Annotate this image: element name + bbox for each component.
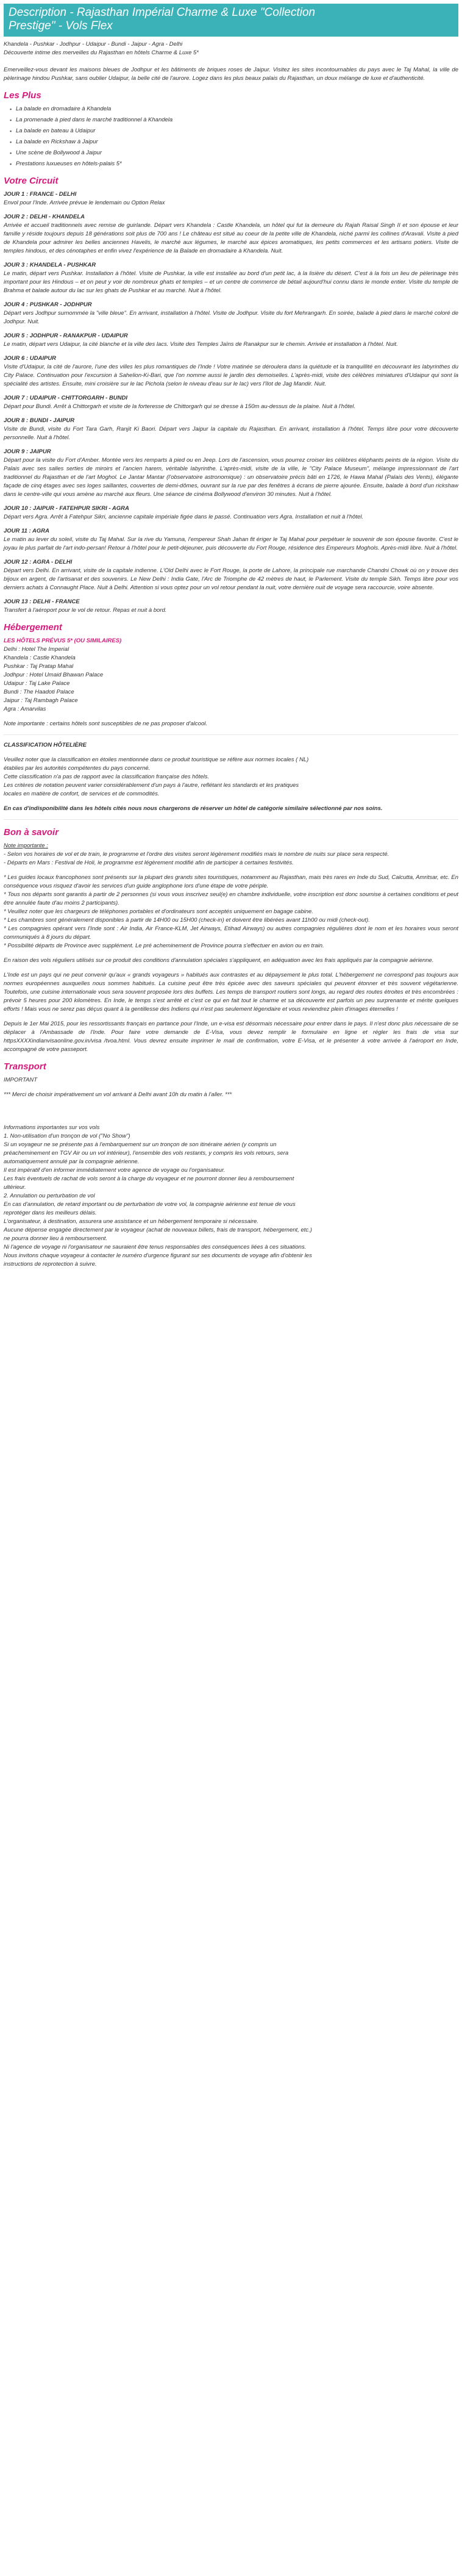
hotel-item: Udaipur : Taj Lake Palace bbox=[4, 680, 70, 687]
day-title: JOUR 12 : AGRA - DELHI bbox=[4, 559, 73, 565]
hotels-list bbox=[4, 645, 458, 714]
circuit-heading: Votre Circuit bbox=[4, 176, 59, 186]
list-item: ▪ La balade en dromadaire à Khandela bbox=[10, 105, 458, 113]
important-message: *** Merci de choisir impérativement un vol arrivant à Delhi avant 10h du matin à l'aller. *** bbox=[4, 1091, 232, 1098]
day-text: Départ vers Agra. Arrêt à Fatehpur Sikri, ancienne capitale impériale figée dans le passé. Continuation vers Agra. Installation et nuit à l'hôtel. bbox=[4, 514, 364, 520]
day-title: JOUR 6 : UDAIPUR bbox=[4, 355, 57, 362]
info-line: automatiquement annulé par la compagnie aérienne. bbox=[4, 1158, 140, 1165]
info-line: préacheminement en TGV Air ou un vol intérieur), l'ensemble des vols restants, y compris les vols retours, sera bbox=[4, 1150, 289, 1157]
page bbox=[0, 0, 462, 1281]
savoir-line: Depuis le 1er Mai 2015, pour les ressortissants français en partance pour l'Inde, un e-visa est désormais nécessaire pour entrer dans le pays. Il n'est donc plus nécessaire de se déplacer à l'Ambassade de l'Inde. Pour faire votre demande de E-Visa, vous devez remplir le formulaire en ligne et régler les frais de visa sur httpsXXXXindianvisaonline.gov.in/visa /tvoa.html. Vous devrez ensuite imprimer le mail de confirmation, votre E-Visa, et le présenter à votre arrivée à l'aéroport en Inde, accompagné de votre passeport. bbox=[4, 1021, 458, 1053]
info-line: Informations importantes sur vos vols bbox=[4, 1124, 100, 1131]
info-line: Nous invitons chaque voyageur à contacter le numéro d'urgence figurant sur ses documents de voyage afin d'obtenir les bbox=[4, 1252, 312, 1259]
hebergement-heading: Hébergement bbox=[4, 622, 62, 633]
savoir-line: - Départs en Mars : Festival de Holi, le programme est légèrement modifié afin de participer à certaines festivités. bbox=[4, 859, 294, 866]
savoir-line: * Veuillez noter que les chargeurs de téléphones portables et d'ordinateurs sont acceptés uniquement en bagage cabine. bbox=[4, 908, 313, 915]
savoir-line: L'Inde est un pays qui ne peut convenir qu'aux « grands voyageurs » habitués aux contrastes et au dépaysement le plus total. L'hébergement ne correspond pas toujours aux normes européennes auxquelles nous sommes habitués. La cuisine peut être très épicée avec des saveurs spéciales qui peuvent étonner et très souvent végétarienne. Toutefois, une cuisine internationale vous sera souvent proposée lors des buffets. Les temps de transport routiers sont longs, au regard des routes étroites et très encombrées : prévoir 5 heures pour 200 kilomètres. En Inde, le temps s'est arrêté et c'est ce qui en fait tout le charme et sa découverte est parfois un peu surprenante et mérite quelques efforts ! Mais vous ne serez pas déçus quant à la gentillesse des Indiens qui n'est pas seulement légendaire et vous reviendrez plein d'images éternelles ! bbox=[4, 972, 458, 1013]
classification-line: Les critères de notation peuvent varier considérablement d'un pays à l'autre, reflétant les standards et les pratiques bbox=[4, 782, 299, 789]
classification-line: Cette classification n'a pas de rapport avec la classification française des hôtels. bbox=[4, 773, 210, 780]
day-text: Visite d'Udaipur, la cité de l'aurore, l'une des villes les plus romantiques de l'Inde ! Votre matinée se déroulera dans la quiétude et la tranquillité en découvrant les labyrinthes du City Palace. Continuation pour l'excursion à Sahelion-Ki-Bari, que l'on nomme aussi le jardin des demoiselles. L'après-midi, visite des célèbres miniatures d'Udaipur qui sont la spécialité des artistes. Ensuite, mini croisière sur le lac Pichola (selon le niveau d'eau sur le lac) vers l'îlot de Jag Mandir. Nuit. bbox=[4, 364, 458, 387]
day-text: Visite de Bundi, visite du Fort Tara Garh, Ranjit Ki Baori. Départ vers Jaipur la capitale du Rajasthan. En arrivant, installation à l'hôtel. Temps libre pour votre découverte personnelle. Nuit à l'hôtel. bbox=[4, 426, 458, 441]
list-item: ▪ La balade en Rickshaw à Jaipur bbox=[10, 138, 458, 146]
classification-heading: CLASSIFICATION HÔTELIÈRE bbox=[4, 742, 87, 748]
day-title: JOUR 9 : JAIPUR bbox=[4, 448, 51, 455]
info-line: Aucune dépense engagée directement par le voyageur (achat de nouveaux billets, frais de transport, hébergement, etc.) bbox=[4, 1227, 312, 1233]
hotel-item: Pushkar : Taj Pratap Mahal bbox=[4, 663, 74, 670]
intro-paragraph: Emerveillez-vous devant les maisons bleues de Jodhpur et les bâtiments de briques roses de Jaipur. Visitez les sites incontournables du pays avec le Taj Mahal, la ville de pèlerinage hindou Pushkar, sans oublier Udaipur, la belle cité de l'aurore. Logez dans les plus beaux palais du Rajasthan, un doux mélange de luxe et d'authenticité. bbox=[4, 66, 458, 82]
classification-notice: En cas d'indisponibilité dans les hôtels cités nous nous chargerons de réserver un hôtel de catégorie similaire sélectionné par nos soins. bbox=[4, 805, 383, 812]
hotel-item: Bundi : The Haadoti Palace bbox=[4, 689, 74, 695]
savoir-line: * Les chambres sont généralement disponibles à partir de 14H00 ou 15H00 (check-in) et doivent être libérées avant 11h00 ou midi (check-out). bbox=[4, 917, 370, 924]
hotel-item: Delhi : Hotel The Imperial bbox=[4, 646, 69, 653]
day-text: Départ vers Jodhpur surnommée la "ville bleue". En arrivant, installation à l'hôtel. Visite de Jodhpur. Visite du fort Mehrangarh. En soirée, balade à pied dans le marché coloré de Jodhpur. Nuit. bbox=[4, 310, 458, 325]
info-line: En cas d'annulation, de retard important ou de perturbation de votre vol, la compagnie aérienne est tenue de vous bbox=[4, 1201, 296, 1208]
info-line: reprotéger dans les meilleurs délais. bbox=[4, 1210, 97, 1216]
savoir-heading: Bon à savoir bbox=[4, 827, 59, 838]
day-title: JOUR 5 : JODHPUR - RANAKPUR - UDAIPUR bbox=[4, 332, 128, 339]
savoir-line: En raison des vols réguliers utilisés sur ce produit des conditions d'annulation spéciales s'appliquent, en adéquation avec les frais appliqués par la compagnie aérienne. bbox=[4, 957, 434, 964]
savoir-line: - Selon vos horaires de vol et de train, le programme et l'ordre des visites seront légèrement modifiés mais le nombre de nuits sur place sera respecté. bbox=[4, 851, 389, 858]
classification-line: locales en matière de confort, de services et de commodités. bbox=[4, 791, 160, 797]
page-title bbox=[4, 4, 458, 37]
divider bbox=[4, 819, 458, 820]
savoir-line: * Les compagnies opérant vers l'Inde sont : Air India, Air France-KLM, Jet Airways, Etihad Airways) ou autres compagnies régulières dont le nom et les horaires vous seront communiqués à 8 jours du départ. bbox=[4, 925, 458, 941]
divider bbox=[4, 734, 458, 735]
info-line: Si un voyageur ne se présente pas à l'embarquement sur un tronçon de son itinéraire aérien (y compris un bbox=[4, 1141, 277, 1148]
transport-heading: Transport bbox=[4, 1061, 46, 1072]
hotel-item: Jodhpur : Hotel Umaid Bhawan Palace bbox=[4, 672, 104, 678]
day-title: JOUR 3 : KHANDELA - PUSHKAR bbox=[4, 262, 96, 268]
hotel-item: Khandela : Castle Khandela bbox=[4, 655, 76, 661]
list-item: ▪ Une scène de Bollywood à Jaipur bbox=[10, 149, 458, 157]
itinerary bbox=[4, 190, 458, 615]
day-title: JOUR 8 : BUNDI - JAIPUR bbox=[4, 417, 75, 424]
savoir-line: * Tous nos départs sont garantis à partir de 2 personnes (si vous vous inscrivez seul(e) en chambre individuelle, votre inscription est donc soumise à certaines conditions et peut être annulée faute d'au moins 2 participants). bbox=[4, 891, 458, 906]
day-title: JOUR 10 : JAIPUR - FATEHPUR SIKRI - AGRA bbox=[4, 505, 129, 512]
info-line: 1. Non-utilisation d'un tronçon de vol ("No Show") bbox=[4, 1133, 130, 1139]
list-item: ▪ La balade en bateau à Udaipur bbox=[10, 127, 458, 135]
title-line-1: Description - Rajasthan Impérial Charme & Luxe "Collection bbox=[9, 6, 316, 19]
day-title: JOUR 1 : FRANCE - DELHI bbox=[4, 191, 77, 198]
day-title: JOUR 2 : DELHI - KHANDELA bbox=[4, 213, 85, 220]
route-subtitle: Découverte intime des merveilles du Rajasthan en hôtels Charme & Luxe 5* bbox=[4, 49, 199, 56]
day-title: JOUR 4 : PUSHKAR - JODHPUR bbox=[4, 301, 92, 308]
day-text: Le matin, départ vers Pushkar. Installation à l'hôtel. Visite de Pushkar, la ville est installée au bord d'un petit lac, à la lisière du désert. C'est à la fois un lieu de pèlerinage très important pour les Hindous – et on peut y voir de nombreux ghats et temples – et un centre de commerce de bétail aujourd'hui connu dans le monde entier. Visite du temple de Brahma et balade autour du lac sur les ghats de Pushkar et au marché. Nuit à l'hôtel. bbox=[4, 270, 458, 294]
day-text: Départ pour la visite du Fort d'Amber. Montée vers les remparts à pied ou en Jeep. Lors de l'ascension, vous pourrez croiser les célèbres éléphants peints de la région. Visite du Palais avec ses salles serties de miroirs et l'ancien harem, véritable labyrinthe. L'après-midi, visite de la ville, le "City Palace Museum", mélange impressionnant de l'art traditionnel du Rajasthan et de l'art Moghol. Le Jantar Mantar (l'observatoire astronomique) : un observatoire précis bâti en 1726, le Hawa Mahal (Palais des Vents), élégante façade de cinq étages avec ses loges saillantes, couvertes de demi-dômes, ouvrant sur la rue par des fenêtres à écrans de pierre ajourée. Ensuite, balade à bord d'un rickshaw dans le centre-ville qui vous amène au marché aux fleurs. Une séance de cinéma Bollywood d'environ 30 minutes. Nuit à l'hôtel. bbox=[4, 457, 458, 498]
day-text: Transfert à l'aéroport pour le vol de retour. Repas et nuit à bord. bbox=[4, 607, 167, 614]
info-line: L'organisateur, à destination, assurera une assistance et un hébergement temporaire si nécessaire. bbox=[4, 1218, 258, 1225]
info-line: Les frais éventuels de rachat de vols seront à la charge du voyageur et ne pourront donner lieu à remboursement bbox=[4, 1175, 294, 1182]
info-line: ne pourra donner lieu à remboursement. bbox=[4, 1235, 108, 1242]
day-text: Le matin au lever du soleil, visite du Taj Mahal. Sur la rive du Yamuna, l'empereur Shah Jahan fit ériger le Taj Mahal pour perpétuer le souvenir de son épouse favorite. C'est le joyau le plus parfait de l'art indo-persan! Retour à l'hôtel pour le petit-déjeuner, puis découverte du Fort Rouge, résidence des Empereurs Moghols. Après-midi libre. Nuit à l'hôtel. bbox=[4, 536, 458, 551]
info-line: Il est impératif d'en informer immédiatement votre agence de voyage ou l'organisateur. bbox=[4, 1167, 226, 1174]
hotel-item: Jaipur : Taj Rambagh Palace bbox=[4, 697, 78, 704]
day-text: Départ vers Delhi. En arrivant, visite de la capitale indienne. L'Old Delhi avec le Fort Rouge, la porte de Lahore, la principale rue marchande Chandni Chowk où on y trouve des bijoux en argent, de l'artisanat et des souvenirs. Le New Delhi : India Gate, l'Arc de Triomphe de 42 mètres de haut, le Parlement. Visite du temple Sikh. Temps libre pour vos derniers achats à Connaught Place. Nuit à Delhi. Attention si vous optez pour un vol retour pendant la nuit, votre dernière nuit de voyage sera raccourcie, voire absente. bbox=[4, 567, 458, 591]
info-line: 2. Annulation ou perturbation de vol bbox=[4, 1193, 95, 1199]
savoir-line: * Les guides locaux francophones sont présents sur la plupart des grands sites touristiques, notamment au Rajasthan, mais très rares en Inde du Sud, Calcutta, Amritsar, etc. En conséquence vous risquez d'avoir les services d'un guide anglophone lors d'une étape de votre périple. bbox=[4, 874, 458, 889]
list-item: ▪ La promenade à pied dans le marché traditionnel à Khandela bbox=[10, 116, 458, 124]
plus-heading: Les Plus bbox=[4, 90, 41, 101]
day-text: Le matin, départ vers Udaipur, la cité blanche et la ville des lacs. Visite des Temples Jaïns de Ranakpur sur le chemin. Arrivée et installation à l'hôtel. Nuit. bbox=[4, 341, 398, 348]
hotels-note: Note importante : certains hôtels sont susceptibles de ne pas proposer d'alcool. bbox=[4, 720, 207, 727]
classification-line: Veuillez noter que la classification en étoiles mentionnée dans ce produit touristique se réfère aux normes locales ( NL) bbox=[4, 756, 309, 763]
day-title: JOUR 7 : UDAIPUR - CHITTORGARH - BUNDI bbox=[4, 395, 128, 401]
day-title: JOUR 11 : AGRA bbox=[4, 528, 49, 534]
info-line: ultérieur. bbox=[4, 1184, 26, 1191]
day-text: Arrivée et accueil traditionnels avec remise de guirlande. Départ vers Khandela : Castle Khandela, un hôtel qui fut la demeure du Rajah Raisal Singh II et son épouse et leur famille y réside toujours depuis 18 générations soit plus de 700 ans ! Le château est situé au coeur de la petite ville de Khandela, niché parmi les collines d'Aravali. Visite à pied de Khandela pour admirer les belles anciennes Havelis, le marché aux légumes, le marché aux épices aromatiques, les petits commerces et les artisans potiers. Visite de temples hindous, et des cénotaphes et enfin vivez l'expérience de la Balade en dromadaire à Khandela. Nuit. bbox=[4, 222, 458, 254]
classification-line: établies par les autorités compétentes du pays concerné. bbox=[4, 765, 151, 772]
route: Khandela - Pushkar - Jodhpur - Udaipur - Bundi - Jaipur - Agra - Delhi bbox=[4, 41, 183, 48]
classification-text bbox=[4, 756, 458, 798]
flight-info bbox=[4, 1124, 458, 1269]
note-label: Note importante : bbox=[4, 842, 48, 849]
hotel-item: Agra : Amarvilas bbox=[4, 706, 46, 712]
plus-list bbox=[4, 105, 458, 168]
list-item: ▪ Prestations luxueuses en hôtels-palais 5* bbox=[10, 160, 458, 168]
day-text: Départ pour Bundi. Arrêt à Chittorgarh et visite de la forteresse de Chittorgarh qui se dresse à 150m au-dessus de la plaine. Nuit à l'hôtel. bbox=[4, 403, 356, 410]
day-text: Envol pour l'Inde. Arrivée prévue le lendemain ou Option Relax bbox=[4, 199, 165, 206]
hotels-heading: LES HÔTELS PRÉVUS 5* (OU SIMILAIRES) bbox=[4, 637, 122, 644]
important-label: IMPORTANT bbox=[4, 1077, 38, 1083]
day-title: JOUR 13 : DELHI - FRANCE bbox=[4, 598, 80, 605]
info-line: instructions de reprotection à suivre. bbox=[4, 1261, 97, 1268]
savoir-line: * Possibilité départs de Province avec supplément. Le pré acheminement de Province pourra s'effectuer en avion ou en train. bbox=[4, 942, 324, 949]
info-line: Ni l'agence de voyage ni l'organisateur ne sauraient être tenus responsables des conséquences liées à ces situations. bbox=[4, 1244, 307, 1250]
title-line-2: Prestige" - Vols Flex bbox=[9, 20, 113, 32]
